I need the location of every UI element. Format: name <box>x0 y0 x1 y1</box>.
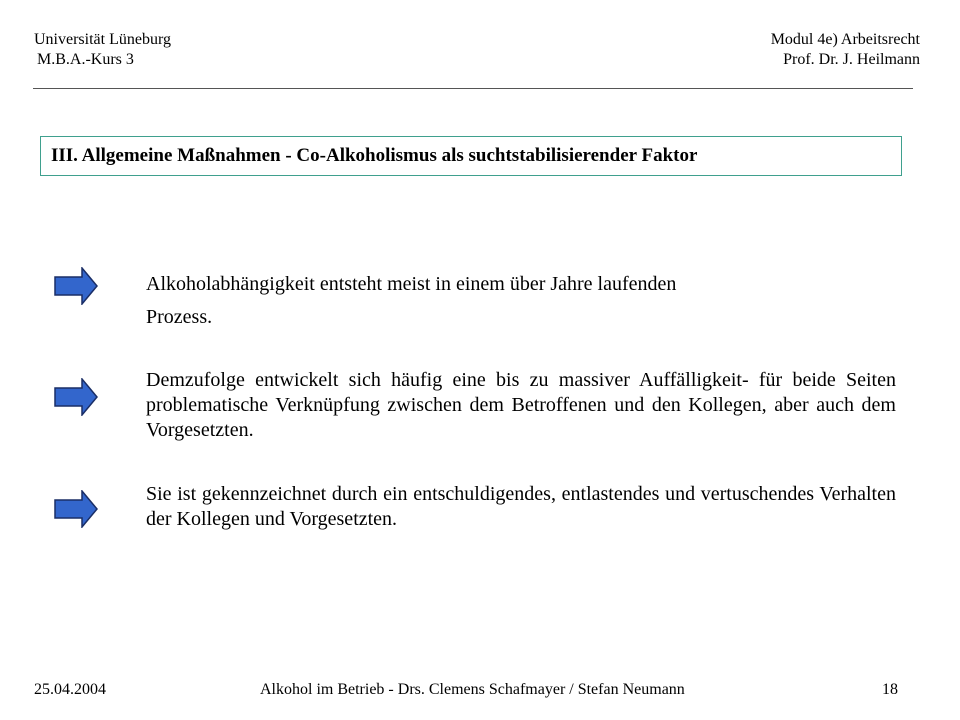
page-number: 18 <box>882 681 898 698</box>
slide-title <box>40 136 902 176</box>
footer-date: 25.04.2004 <box>34 681 106 698</box>
bullet-item-2 <box>146 368 896 443</box>
header-left <box>34 30 171 70</box>
right-arrow-icon <box>54 378 98 416</box>
right-arrow-icon <box>54 267 98 305</box>
header-right <box>771 30 920 70</box>
bullet-3-text: Sie ist gekennzeichnet durch ein entschuldigendes, entlastendes und vertuschendes Verhalten der Kollegen und Vorgesetzten. <box>146 483 896 530</box>
right-arrow-icon <box>54 490 98 528</box>
course-name: M.B.A.-Kurs 3 <box>37 51 134 68</box>
footer-title: Alkohol im Betrieb - Drs. Clemens Schafmayer / Stefan Neumann <box>260 681 685 698</box>
university-name: Universität Lüneburg <box>34 31 172 48</box>
bullet-1-line-2: Prozess. <box>146 306 213 328</box>
bullet-item-1 <box>146 272 896 330</box>
professor-name: Prof. Dr. J. Heilmann <box>783 51 920 68</box>
module-name: Modul 4e) Arbeitsrecht <box>770 31 920 48</box>
slide-title-text: III. Allgemeine Maßnahmen - Co-Alkoholismus als suchtstabilisierender Faktor <box>51 145 698 166</box>
header-divider <box>33 88 913 89</box>
bullet-item-3 <box>146 482 896 532</box>
bullet-1-line-1: Alkoholabhängigkeit entsteht meist in einem über Jahre laufenden <box>146 273 677 295</box>
bullet-2-text: Demzufolge entwickelt sich häufig eine bis zu massiver Auffälligkeit- für beide Seiten problematische Verknüpfung zwischen dem Betroffenen und den Kollegen, aber auch dem Vorgesetzten. <box>146 369 896 441</box>
